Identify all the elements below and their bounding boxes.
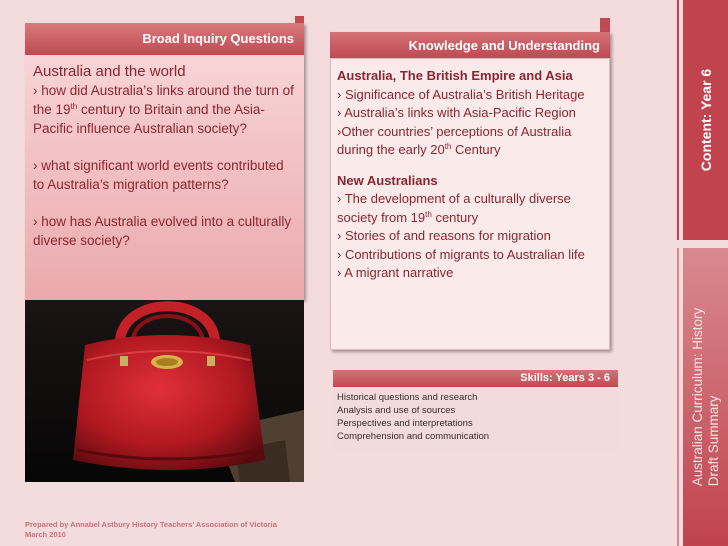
knowledge-item: › Australia’s links with Asia-Pacific Region — [337, 105, 576, 120]
knowledge-item: › The development of a culturally diverse society from 19th century — [337, 191, 571, 225]
suitcase-illustration — [25, 300, 304, 482]
content-year-label: Content: Year 6 — [697, 68, 714, 172]
knowledge-item: › Contributions of migrants to Australian life — [337, 246, 585, 262]
sidebar-divider — [677, 0, 679, 240]
knowledge-item: › Stories of and reasons for migration — [337, 228, 551, 243]
broad-inquiry-body — [25, 55, 304, 300]
skills-item: Comprehension and communication — [337, 431, 490, 442]
draft-summary-label: Draft Summary — [705, 395, 721, 487]
broad-inquiry-header: Broad Inquiry Questions — [25, 23, 304, 55]
inquiry-question-3: › how has Australia evolved into a culturally diverse society? — [33, 214, 292, 248]
skills-item: Analysis and use of sources — [337, 405, 456, 416]
knowledge-item: › Significance of Australia’s British Heritage — [337, 86, 585, 102]
sidebar-divider — [677, 248, 679, 546]
sidebar-subtitle — [683, 248, 728, 546]
inquiry-subheading: Australia and the world — [33, 63, 186, 80]
knowledge-header: Knowledge and Understanding — [330, 32, 610, 58]
red-suitcase-photo — [25, 300, 304, 482]
knowledge-body — [330, 58, 610, 350]
skills-item: Perspectives and interpretations — [337, 418, 473, 429]
section-title-new-australians: New Australians — [337, 172, 438, 188]
curriculum-label: Australian Curriculum: History — [689, 307, 705, 487]
skills-header: Skills: Years 3 - 6 — [333, 370, 618, 387]
footer-author: Prepared by Annabel Astbury History Teachers’ Association of Victoria — [25, 520, 277, 529]
footer-date: March 2010 — [25, 530, 66, 539]
skills-list — [333, 387, 618, 451]
knowledge-item: ›Other countries’ perceptions of Australia during the early 20th Century — [337, 123, 572, 157]
sidebar-title — [683, 0, 728, 240]
inquiry-question-2: › what significant world events contributed to Australia’s migration patterns? — [33, 158, 284, 192]
skills-item: Historical questions and research — [337, 392, 478, 403]
right-header-tab — [600, 18, 610, 32]
footer-credit — [25, 520, 325, 540]
inquiry-question-1: › how did Australia’s links around the turn of the 19th century to Britain and the Asia-Pacific influence Australian society? — [33, 83, 294, 136]
knowledge-item: › A migrant narrative — [337, 265, 454, 280]
section-title-empire: Australia, The British Empire and Asia — [337, 68, 573, 83]
